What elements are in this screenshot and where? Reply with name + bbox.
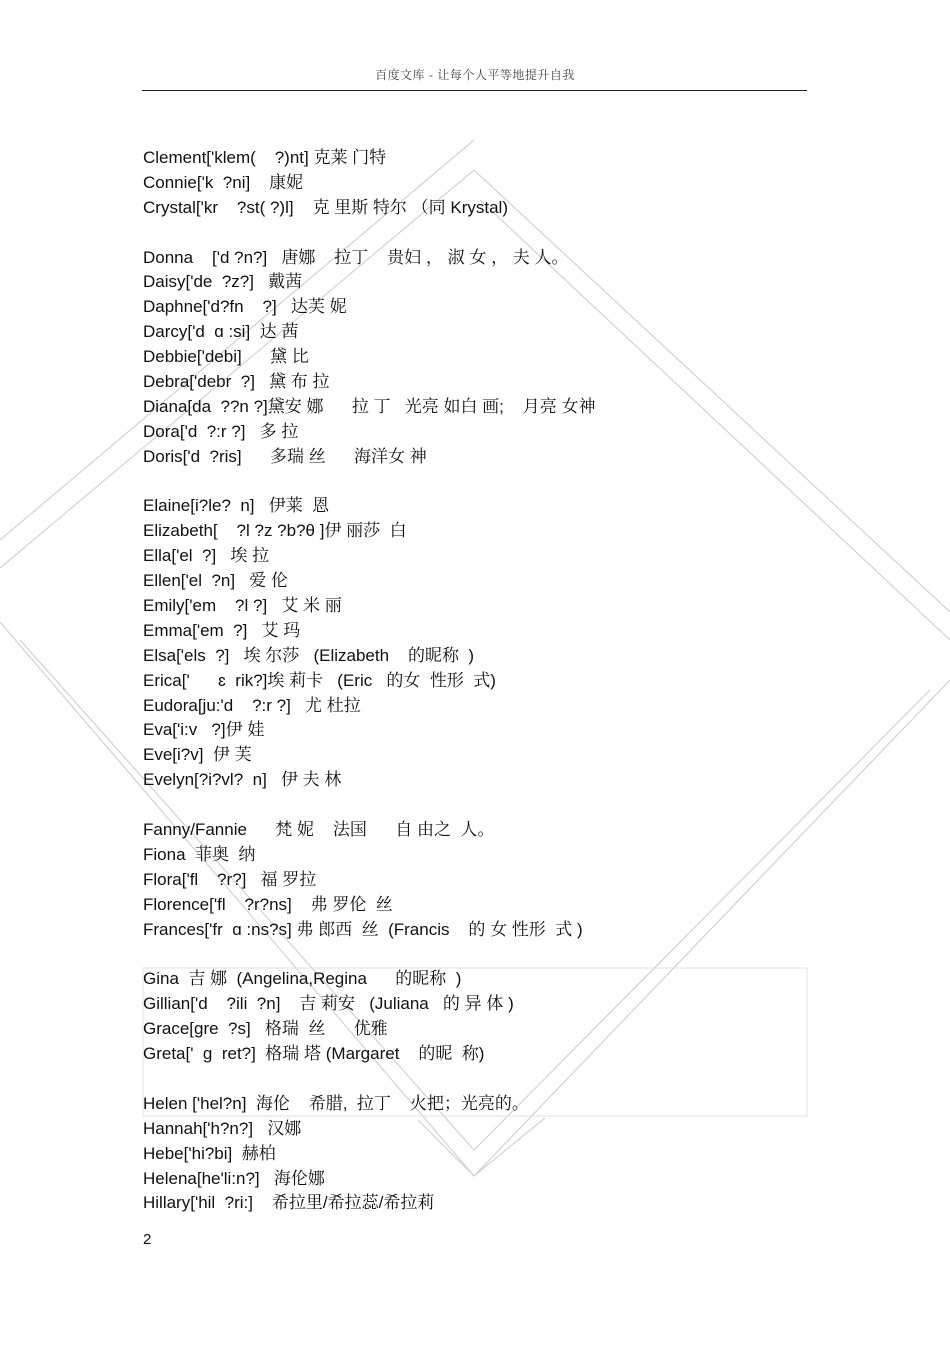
name-entry: Elsa['els ?] 埃 尔莎 (Elizabeth 的昵称 ) bbox=[143, 645, 475, 665]
name-entry: Gillian['d ?ili ?n] 吉 莉安 (Juliana 的 异 体 ) bbox=[143, 994, 514, 1014]
section-gap bbox=[143, 793, 823, 818]
name-entry: Elizabeth[ ?l ?z ?b?θ ]伊 丽莎 白 bbox=[143, 521, 407, 541]
header-divider bbox=[142, 90, 807, 91]
name-entry: Darcy['d ɑ :si] 达 茜 bbox=[143, 322, 299, 342]
name-entry: Hebe['hi?bi] 赫柏 bbox=[143, 1143, 276, 1163]
name-entry: Debra['debr ?] 黛 布 拉 bbox=[143, 372, 330, 392]
name-entry: Eudora[ju:'d ?:r ?] 尤 杜拉 bbox=[143, 695, 361, 715]
name-entry: Debbie['debi] 黛 比 bbox=[143, 347, 309, 367]
name-entry: Doris['d ?ris] 多瑞 丝 海洋女 神 bbox=[143, 446, 427, 466]
name-entry: Elaine[i?le? n] 伊莱 恩 bbox=[143, 496, 330, 516]
name-entry: Emma['em ?] 艾 玛 bbox=[143, 620, 301, 640]
name-entry: Fiona 菲奥 纳 bbox=[143, 844, 256, 864]
page-number: 2 bbox=[143, 1231, 152, 1248]
name-entry: Eve[i?v] 伊 芙 bbox=[143, 745, 252, 765]
name-entry: Erica[' ɛ rik?]埃 莉卡 (Eric 的女 性形 式) bbox=[143, 670, 496, 690]
name-entry: Dora['d ?:r ?] 多 拉 bbox=[143, 421, 299, 441]
name-entry: Hillary['hil ?ri:] 希拉里/希拉蕊/希拉莉 bbox=[143, 1193, 435, 1213]
name-entry: Emily['em ?l ?] 艾 米 丽 bbox=[143, 596, 342, 616]
name-entry: Frances['fr ɑ :ns?s] 弗 郎西 丝 (Francis 的 女 性形 式 ) bbox=[143, 919, 583, 939]
name-entry: Connie['k ?ni] 康妮 bbox=[143, 172, 304, 192]
name-entry: Hannah['h?n?] 汉娜 bbox=[143, 1118, 302, 1138]
name-entry: Daisy['de ?z?] 戴茜 bbox=[143, 272, 303, 292]
name-entry: Ella['el ?] 埃 拉 bbox=[143, 546, 270, 566]
section-gap bbox=[143, 1067, 823, 1092]
name-entry: Greta[' ɡ ret?] 格瑞 塔 (Margaret 的昵 称) bbox=[143, 1044, 485, 1064]
name-entry: Daphne['d?fn ?] 达芙 妮 bbox=[143, 297, 347, 317]
section-gap bbox=[143, 470, 823, 495]
name-entry: Grace[gre ?s] 格瑞 丝 优雅 bbox=[143, 1019, 388, 1039]
name-entry: Fanny/Fannie 梵 妮 法国 自 由之 人。 bbox=[143, 820, 495, 840]
name-entry: Helen ['hel?n] 海伦 希腊, 拉丁 火把；光亮的。 bbox=[143, 1093, 529, 1113]
name-entry: Ellen['el ?n] 爱 伦 bbox=[143, 571, 288, 591]
name-entry: Diana[da ??n ?]黛安 娜 拉 丁 光亮 如白 画; 月亮 女神 bbox=[143, 396, 596, 416]
name-list bbox=[143, 146, 823, 1216]
name-entry: Evelyn[?i?vl? n] 伊 夫 林 bbox=[143, 770, 342, 790]
name-entry: Crystal['kr ?st( ?)l] 克 里斯 特尔 （同 Krystal) bbox=[143, 197, 508, 217]
name-entry: Eva['i:v ?]伊 娃 bbox=[143, 720, 265, 740]
name-entry: Clement['klem( ?)nt] 克莱 门特 bbox=[143, 148, 387, 167]
section-gap bbox=[143, 943, 823, 968]
name-entry: Helena[he'li:n?] 海伦娜 bbox=[143, 1168, 325, 1188]
name-entry: Donna ['d ?n?] 唐娜 拉丁 贵妇 ， 淑 女 ， 夫 人。 bbox=[143, 247, 569, 267]
name-entry: Florence['fl ?r?ns] 弗 罗伦 丝 bbox=[143, 894, 393, 914]
name-entry: Gina 吉 娜 (Angelina,Regina 的昵称 ) bbox=[143, 969, 462, 989]
page-header: 百度文库 - 让每个人平等地提升自我 bbox=[375, 68, 575, 82]
section-gap bbox=[143, 221, 823, 246]
name-entry: Flora['fl ?r?] 福 罗拉 bbox=[143, 869, 317, 889]
